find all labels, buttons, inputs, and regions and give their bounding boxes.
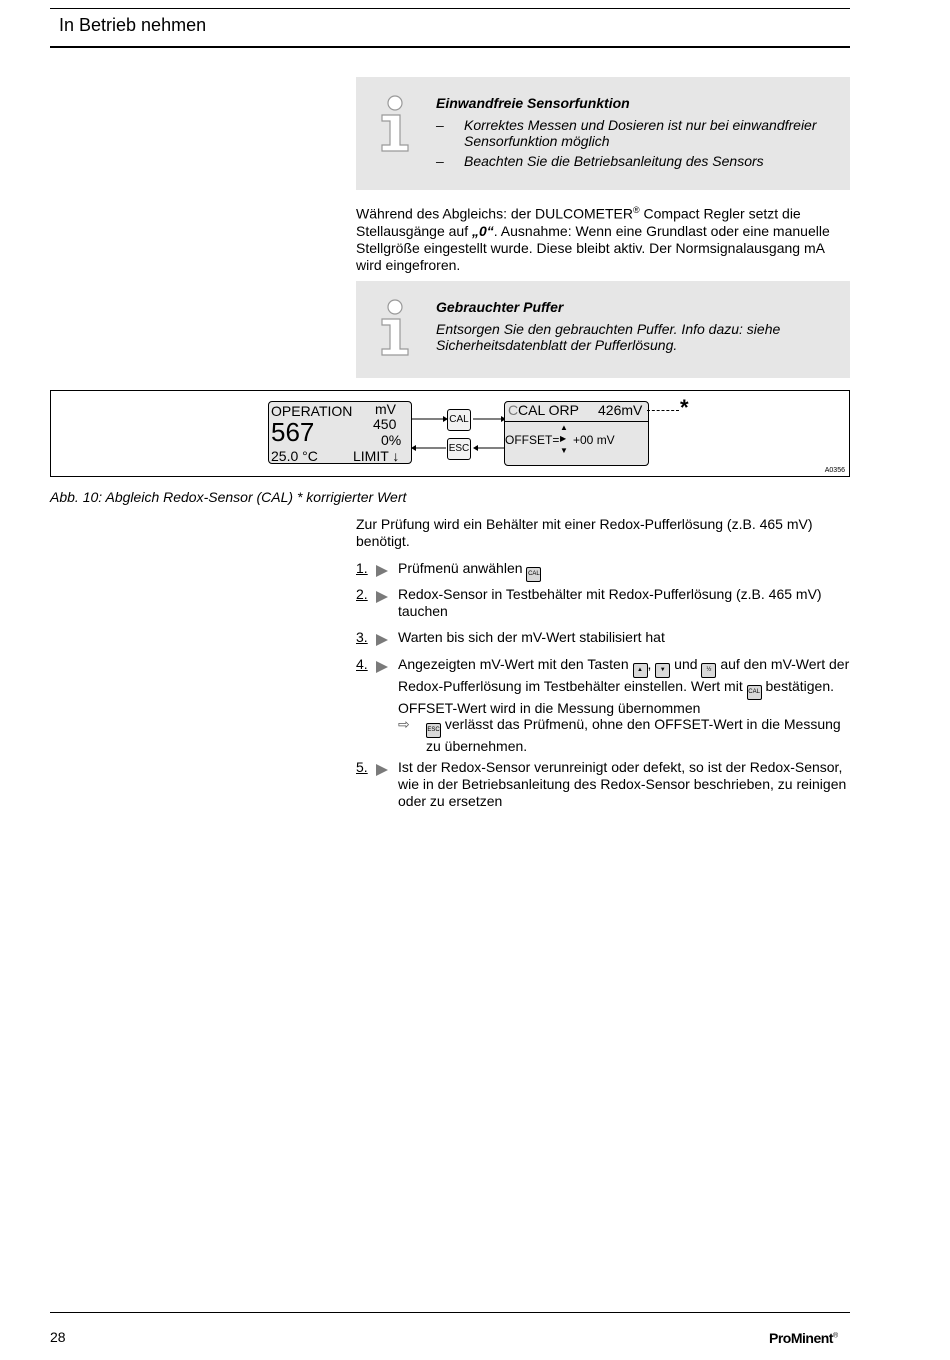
intro-text: Zur Prüfung wird ein Behälter mit einer Redox-Pufferlösung (z.B. 465 mV) benötigt.	[356, 516, 813, 549]
calibration-display: C CAL ORP 426mV ▲ OFFSET= ▶ +00 mV ▼	[504, 401, 649, 466]
down-key-icon: ▼	[655, 663, 670, 678]
page-number: 28	[50, 1329, 66, 1345]
bullet-item: – Korrektes Messen und Dosieren ist nur bei einwandfreier Sensorfunktion möglich	[436, 117, 817, 149]
info-icon	[378, 299, 412, 357]
esc-key-icon: ESC	[426, 723, 441, 738]
figure-id: A0356	[824, 467, 845, 474]
info-title: Gebrauchter Puffer	[436, 299, 564, 315]
info-icon	[378, 95, 412, 153]
header-rule	[50, 46, 850, 48]
cal-key: CAL	[447, 409, 471, 431]
step-arrow-icon	[376, 764, 388, 776]
top-rule	[50, 8, 850, 9]
info-bullets	[436, 117, 836, 169]
result-arrow-icon: ⇨	[398, 716, 410, 732]
operation-display: OPERATION mV 450 567 0% 25.0 °C LIMIT ↓	[268, 401, 412, 464]
correction-star: *	[680, 395, 689, 420]
info-body: Entsorgen Sie den gebrauchten Puffer. Info dazu: siehe Sicherheitsdatenblatt der Pufferlösung.	[436, 321, 781, 353]
correction-leader	[647, 410, 679, 411]
cal-key-icon: CAL	[747, 685, 762, 700]
step-arrow-icon	[376, 591, 388, 603]
figure-caption: Abb. 10: Abgleich Redox-Sensor (CAL) * korrigierter Wert	[50, 489, 407, 505]
info-box-buffer	[356, 281, 850, 378]
step-arrow-icon	[376, 565, 388, 577]
esc-key: ESC	[447, 438, 471, 460]
footer-rule	[50, 1312, 850, 1313]
page-title: In Betrieb nehmen	[59, 15, 207, 35]
step-arrow-icon	[376, 661, 388, 673]
half-key-icon: ½	[701, 663, 716, 678]
info-box-sensor	[356, 77, 850, 190]
calibration-figure	[50, 390, 850, 477]
step-arrow-icon	[376, 634, 388, 646]
brand-logo: ProMinent®	[769, 1330, 838, 1346]
cal-key-icon: CAL	[526, 567, 541, 582]
calibration-note: Während des Abgleichs: der DULCOMETER® Compact Regler setzt die Stellausgänge auf „0“. Ausnahme: Wenn eine Grundlast oder eine manuelle Stellgröße eingestellt wurde. Diese bleibt aktiv. Der Normsignalausgang mA wird eingefroren.	[356, 205, 830, 273]
info-title: Einwandfreie Sensorfunktion	[436, 95, 630, 111]
bullet-item: – Beachten Sie die Betriebsanleitung des Sensors	[436, 153, 764, 169]
up-key-icon: ▲	[633, 663, 648, 678]
